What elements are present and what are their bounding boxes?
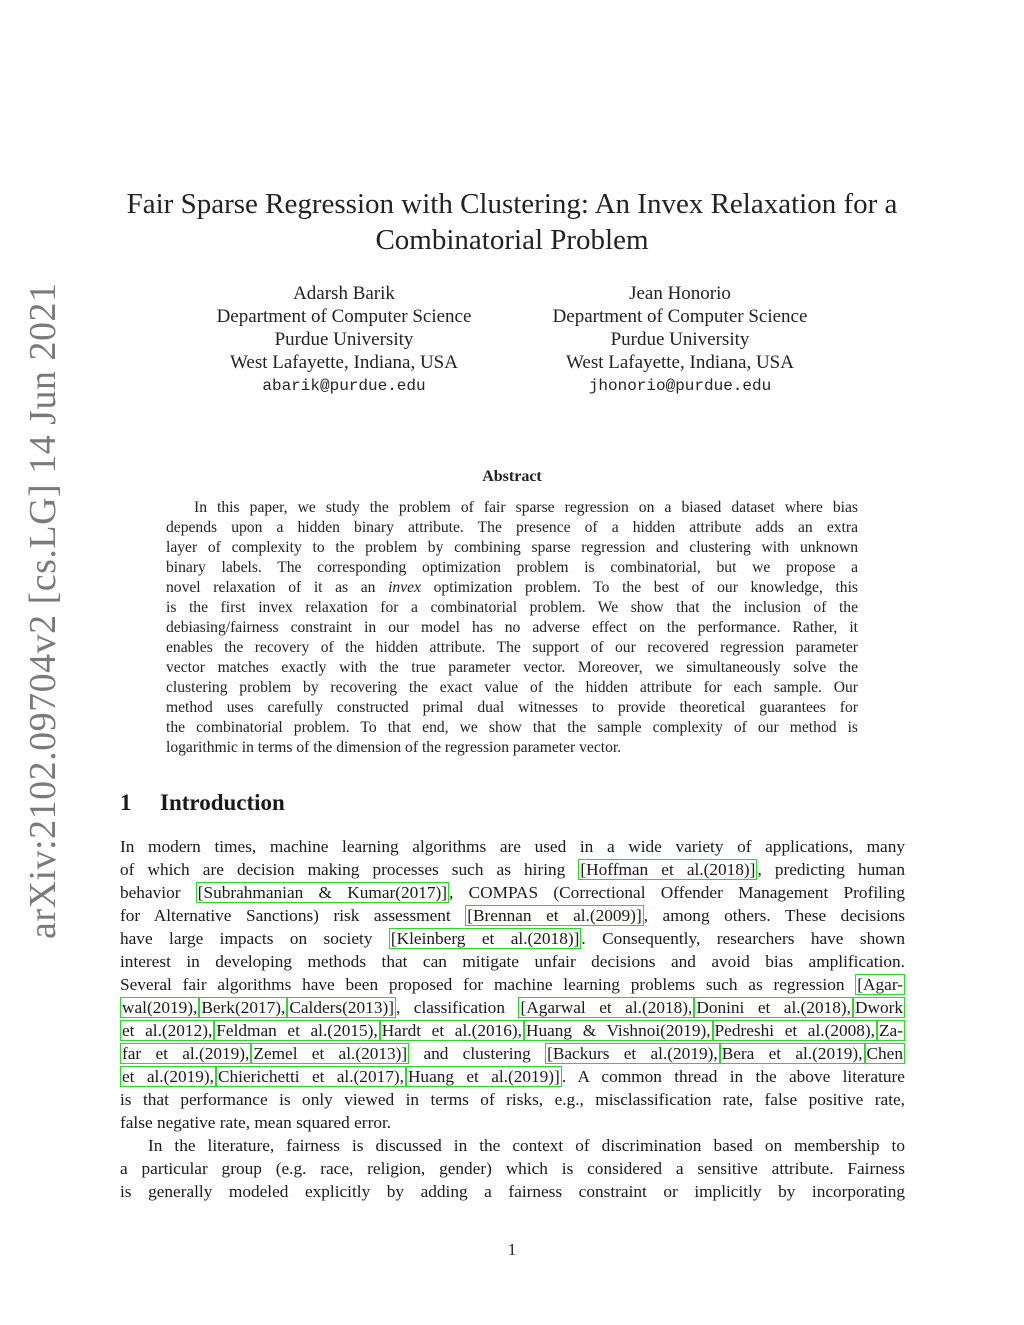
introduction-body [120,835,905,1203]
citation-link[interactable]: Pedreshi et al.(2008), [714,1021,875,1040]
citation-link[interactable]: Dwork [854,998,903,1017]
author-name: Jean Honorio [629,283,731,304]
abstract-line: layer of complexity to the problem by combining sparse regression and clustering with unknown [166,539,858,556]
citation-link[interactable]: [Brennan et al.(2009)] [467,906,642,925]
citation-link[interactable]: Feldman et al.(2015), [216,1021,378,1040]
arxiv-sidebar [14,282,72,939]
citation-link[interactable]: [Hoffman et al.(2018)] [580,860,756,879]
invex-emphasis: invex [388,579,421,596]
text-line: behavior [Subrahmanian & Kumar(2017)] , COMPAS (Correctional Offender Management Profiling [120,883,905,902]
abstract-line: clustering problem by recovering the exact value of the hidden attribute for each sample. Our [166,679,858,696]
author-department: Department of Computer Science [216,306,472,327]
abstract-line: is the first invex relaxation for a combinatorial problem. We show that the inclusion of the [166,599,858,616]
citation-link[interactable]: [Agarwal et al.(2018), [520,998,693,1017]
author-name: Adarsh Barik [293,283,395,304]
text-line: a particular group (e.g. race, religion, gender) which is considered a sensitive attribute. Fairness [120,1159,905,1178]
citation-link[interactable]: Chen [866,1044,903,1063]
author-block-1 [184,282,504,398]
text-line: of which are decision making processes such as hiring [Hoffman et al.(2018)] , predicting human [120,860,905,879]
citation-link[interactable]: [Subrahmanian & Kumar(2017)] [197,883,448,902]
text-line: have large impacts on society [Kleinberg et al.(2018)] . Consequently, researchers have shown [120,929,905,948]
abstract-line: enables the recovery of the hidden attribute. The support of our recovered regression parameter [166,639,858,656]
text-line: Several fair algorithms have been proposed for machine learning problems such as regression [Agar- [120,975,903,994]
citation-link[interactable]: Calders(2013)] [289,998,394,1017]
citation-link[interactable]: [Backurs et al.(2019), [547,1044,718,1063]
section-title: Introduction [160,790,285,815]
citation-link[interactable]: Za- [879,1021,903,1040]
citation-link[interactable]: Hardt et al.(2016), [381,1021,522,1040]
abstract-line: depends upon a hidden binary attribute. The presence of a hidden attribute adds an extra [166,519,858,536]
text-line: far et al.(2019), Zemel et al.(2013)] and clustering [Backurs et al.(2019), Bera et al.(2019), Chen [122,1044,903,1063]
text-line: In the literature, fairness is discussed in the context of discrimination based on membership to [148,1136,905,1155]
author-email[interactable]: jhonorio@purdue.edu [588,377,772,395]
author-university: Purdue University [610,329,750,350]
citation-link[interactable]: Donini et al.(2018), [696,998,851,1017]
text-line: In modern times, machine learning algorithms are used in a wide variety of applications, many [120,837,905,856]
author-department: Department of Computer Science [552,306,808,327]
text-line: et al.(2019), Chierichetti et al.(2017), Huang et al.(2019)] . A common thread in the above literature [122,1067,905,1086]
citation-link[interactable]: Huang et al.(2019)] [407,1067,560,1086]
abstract-body [166,498,858,758]
citation-link[interactable]: [Kleinberg et al.(2018)] [390,929,580,948]
section-heading-introduction [120,790,285,816]
abstract-line: In this paper, we study the problem of fair sparse regression on a biased dataset where bias [194,499,858,516]
abstract-line: novel relaxation of it as an invex optimization problem. To the best of our knowledge, this [166,579,858,596]
citation-link[interactable]: Huang & Vishnoi(2019), [525,1021,711,1040]
section-number: 1 [120,790,132,815]
text-line: is that performance is only viewed in terms of risks, e.g., misclassification rate, false positive rate, [120,1090,905,1109]
citation-link[interactable]: [Agar- [857,975,903,994]
author-university: Purdue University [274,329,414,350]
title-line-2: Combinatorial Problem [375,224,649,256]
abstract-heading: Abstract [482,468,542,485]
abstract-line: method uses carefully constructed primal dual witnesses to provide theoretical guarantees for [166,699,858,716]
text-line: wal(2019), Berk(2017), Calders(2013)] , classification [Agarwal et al.(2018), Donini et al.(2018), Dwork [122,998,903,1017]
title-line-1: Fair Sparse Regression with Clustering: An Invex Relaxation for a [126,188,898,220]
author-email[interactable]: abarik@purdue.edu [262,377,426,395]
citation-link[interactable]: Zemel et al.(2013)] [253,1044,408,1063]
abstract-line: binary labels. The corresponding optimization problem is combinatorial, but we propose a [166,559,858,576]
text-line [120,1019,905,1042]
page-number: 1 [507,1240,517,1259]
citation-link[interactable]: Chierichetti et al.(2017), [218,1067,404,1086]
citation-link[interactable]: Bera et al.(2019), [721,1044,863,1063]
text-line: is generally modeled explicitly by adding a fairness constraint or implicitly by incorporating [120,1182,905,1201]
citation-link[interactable]: far et al.(2019), [122,1044,250,1063]
text-line: false negative rate, mean squared error. [120,1113,392,1132]
arxiv-identifier: arXiv:2102.09704v2 [cs.LG] 14 Jun 2021 [22,282,64,939]
citation-link[interactable]: et al.(2012), [122,1021,213,1040]
abstract-line: the combinatorial problem. To that end, we show that the sample complexity of our method is [166,719,858,736]
paper-title [110,186,914,258]
citation-link[interactable]: wal(2019), [122,998,198,1017]
text-line: for Alternative Sanctions) risk assessment [Brennan et al.(2009)] , among others. These decisions [120,906,905,925]
abstract-line: debiasing/fairness constraint in our model has no adverse effect on the performance. Rather, it [166,619,858,636]
text-line: interest in developing methods that can mitigate unfair decisions and avoid bias amplification. [120,952,905,971]
author-location: West Lafayette, Indiana, USA [230,352,458,373]
abstract-line: logarithmic in terms of the dimension of the regression parameter vector. [166,739,622,756]
citation-link[interactable]: et al.(2019), [122,1067,215,1086]
abstract-line: vector matches exactly with the true parameter vector. Moreover, we simultaneously solve the [166,659,858,676]
author-block-2 [520,282,840,398]
author-location: West Lafayette, Indiana, USA [566,352,794,373]
citation-link[interactable]: Berk(2017), [201,998,286,1017]
